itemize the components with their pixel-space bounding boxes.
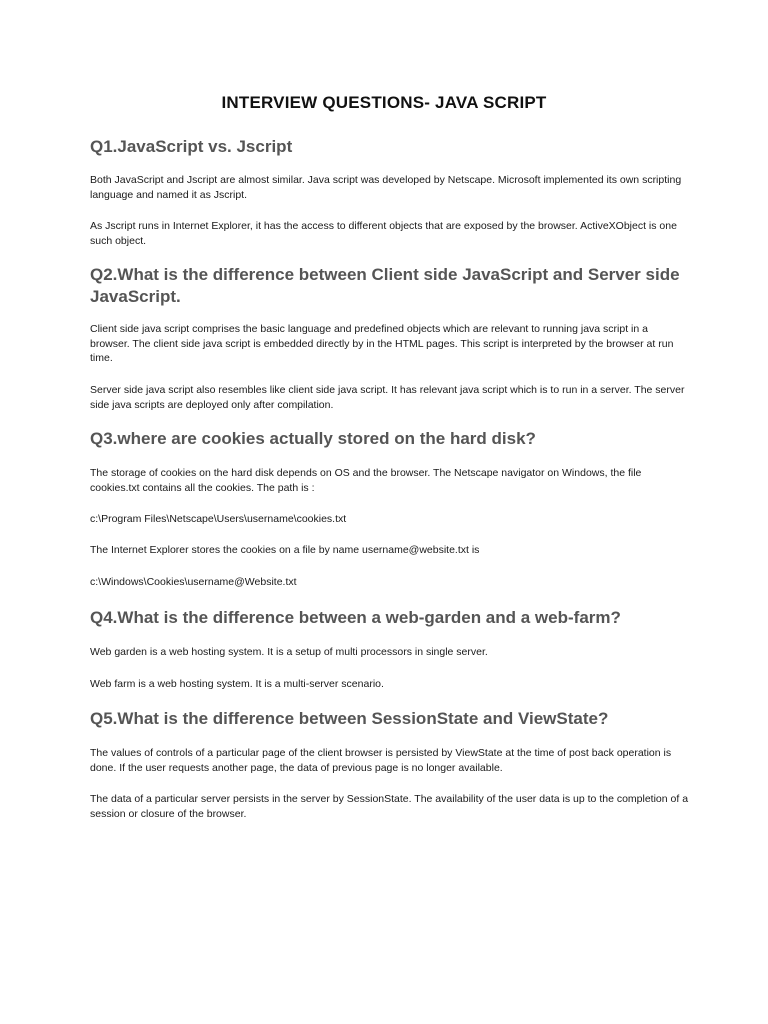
- q3-heading: Q3.where are cookies actually stored on the hard disk?: [90, 429, 536, 448]
- q1-paragraph-2: As Jscript runs in Internet Explorer, it has the access to different objects that are exposed by the browser. ActiveXObject is one such object.: [90, 220, 677, 247]
- q2-paragraph-1: Client side java script comprises the basic language and predefined objects which are relevant to running java script in a browser. The client side java script is embedded directly by in the HTML pages. This script is interpreted by the browser at run time.: [90, 323, 674, 364]
- q5-heading: Q5.What is the difference between SessionState and ViewState?: [90, 709, 609, 728]
- q5-paragraph-1: The values of controls of a particular page of the client browser is persisted by ViewState at the time of post back operation is done. If the user requests another page, the data of previous page is no longer available.: [90, 747, 672, 774]
- q3-paragraph-ie: The Internet Explorer stores the cookies on a file by name username@website.txt is: [90, 544, 480, 556]
- q2-paragraph-2: Server side java script also resembles like client side java script. It has relevant java script which is to run in a server. The server side java scripts are deployed only after compilation.: [90, 384, 685, 411]
- q3-paragraph-1: The storage of cookies on the hard disk depends on OS and the browser. The Netscape navigator on Windows, the file cookies.txt contains all the cookies. The path is :: [90, 467, 642, 494]
- q3-cookie-path-netscape: c:\Program Files\Netscape\Users\username\cookies.txt: [90, 513, 347, 525]
- q1-heading: Q1.JavaScript vs. Jscript: [90, 137, 293, 156]
- q3-cookie-path-ie: c:\Windows\Cookies\username@Website.txt: [90, 576, 297, 588]
- q5-paragraph-2: The data of a particular server persists in the server by SessionState. The availability of the user data is up to the completion of a session or closure of the browser.: [90, 793, 689, 820]
- q2-heading: Q2.What is the difference between Client side JavaScript and Server side JavaScript.: [90, 265, 680, 306]
- q4-paragraph-2: Web farm is a web hosting system. It is a multi-server scenario.: [90, 678, 384, 690]
- q4-paragraph-1: Web garden is a web hosting system. It is a setup of multi processors in single server.: [90, 646, 488, 658]
- q1-paragraph-1: Both JavaScript and Jscript are almost similar. Java script was developed by Netscape. Microsoft implemented its own scripting language and named it as Jscript.: [90, 174, 682, 201]
- q4-heading: Q4.What is the difference between a web-garden and a web-farm?: [90, 608, 621, 627]
- document-title: INTERVIEW QUESTIONS- JAVA SCRIPT: [221, 93, 547, 112]
